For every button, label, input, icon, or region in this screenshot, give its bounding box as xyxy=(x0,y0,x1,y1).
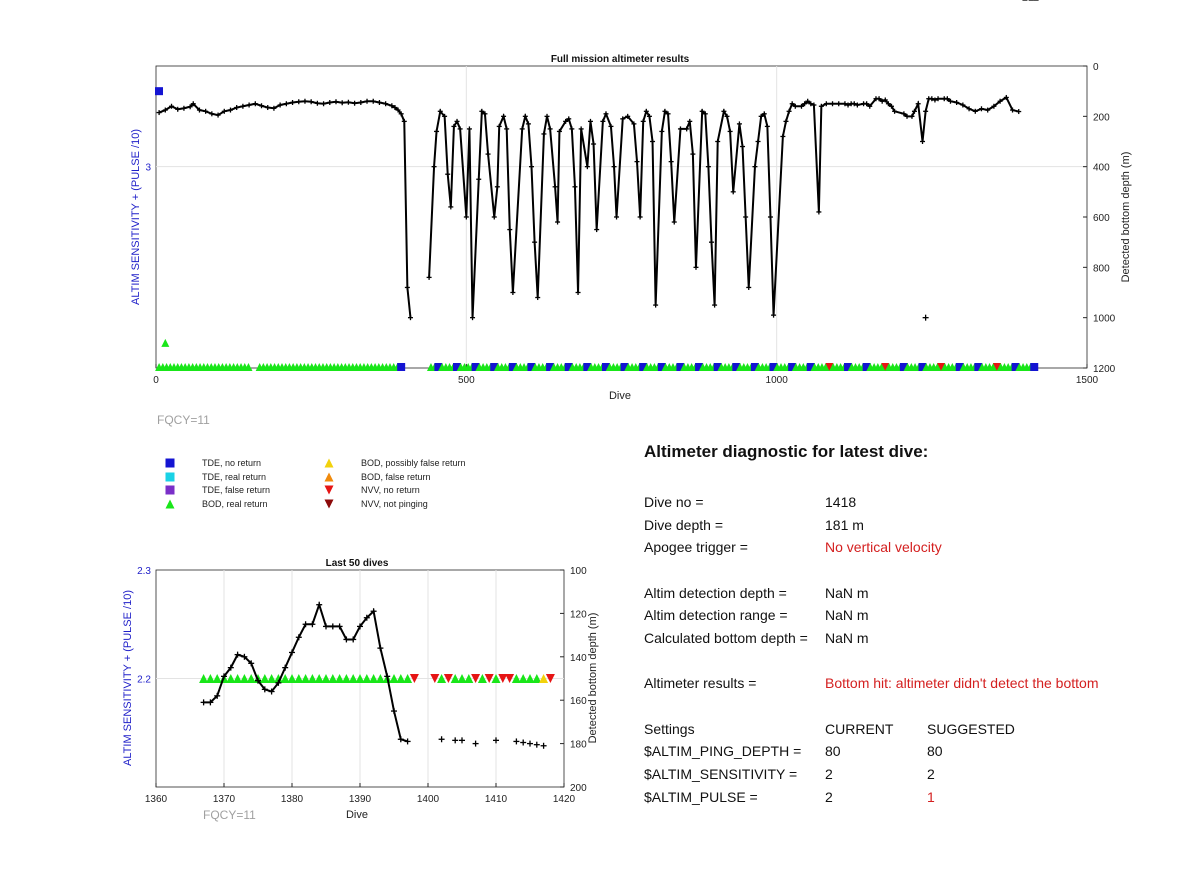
chart2-ytick-right-label: 120 xyxy=(570,609,587,621)
chart1-note: FQCY=11 xyxy=(157,413,210,427)
setting-current: 2 xyxy=(825,765,833,782)
legend-label: BOD, false return xyxy=(361,472,431,482)
setting-row-ping-depth xyxy=(644,740,1184,763)
chart1-ytick-left-label: 3 xyxy=(145,162,151,174)
altim-range-row xyxy=(644,604,1184,627)
legend-label: BOD, possibly false return xyxy=(361,458,466,468)
dive-depth-label: Dive depth = xyxy=(644,516,723,533)
chart2-xlabel: Dive xyxy=(345,809,369,821)
chart1-return-marker xyxy=(397,363,405,371)
chart2-xtick-label: 1380 xyxy=(280,794,304,805)
chart2-xtick-label: 1420 xyxy=(552,794,576,805)
chart2-note: FQCY=11 xyxy=(203,808,256,822)
chart1-ytick-right-label: 1000 xyxy=(1093,313,1116,325)
apogee-row xyxy=(644,536,1184,559)
chart2-xtick-label: 1390 xyxy=(348,794,372,805)
setting-name: $ALTIM_PULSE = xyxy=(644,788,758,805)
chart2-ytick-right-label: 100 xyxy=(570,566,587,577)
dive-no-value: 1418 xyxy=(825,494,857,510)
setting-name: $ALTIM_SENSITIVITY = xyxy=(644,765,798,782)
suggested-header: SUGGESTED xyxy=(927,720,1015,737)
chart1-ytick-right-label: 400 xyxy=(1093,162,1110,174)
results-row xyxy=(644,672,1184,695)
setting-row-pulse xyxy=(644,786,1184,809)
legend-label: NVV, no return xyxy=(361,485,420,495)
legend xyxy=(166,458,466,509)
legend-label: NVV, not pinging xyxy=(361,499,428,509)
legend-swatch xyxy=(166,500,175,509)
chart1-title: Full mission altimeter results xyxy=(550,54,690,65)
chart1-return-marker xyxy=(1030,363,1038,371)
apogee-value: No vertical velocity xyxy=(825,539,942,556)
legend-item xyxy=(166,499,268,509)
legend-label: TDE, false return xyxy=(202,485,271,495)
legend-swatch xyxy=(325,500,334,509)
chart1-ytick-right-label: 200 xyxy=(1093,112,1110,124)
altim-depth-value: NaN m xyxy=(825,584,869,601)
apogee-label: Apogee trigger = xyxy=(644,539,748,556)
chart1-ytick-right-label: 800 xyxy=(1093,263,1110,275)
altim-depth-row xyxy=(644,582,1184,605)
legend-item xyxy=(166,485,271,495)
chart2-ytick-right-label: 160 xyxy=(570,696,587,708)
settings-header: Settings xyxy=(644,720,695,737)
chart2-ytick-right-label: 180 xyxy=(570,739,587,751)
chart1-xtick-label: 500 xyxy=(457,375,475,386)
legend-item xyxy=(166,458,262,468)
chart2-ytick-right-label: 140 xyxy=(570,652,587,664)
dive-no-label: Dive no = xyxy=(644,494,704,510)
setting-suggested: 1 xyxy=(927,788,935,805)
chart1-ytick-right-label: 0 xyxy=(1093,62,1099,73)
calc-bottom-row xyxy=(644,627,1184,650)
legend-swatch xyxy=(325,486,334,495)
chart1-ytick-right-label: 1200 xyxy=(1093,364,1116,375)
chart1-plot-area xyxy=(156,66,1087,368)
chart1-xtick-label: 0 xyxy=(153,375,159,386)
chart2-ytick-left-label: 2.2 xyxy=(137,674,151,686)
legend-item xyxy=(325,499,428,509)
legend-label: BOD, real return xyxy=(202,499,268,509)
chart1-xtick-label: 1500 xyxy=(1075,375,1099,386)
chart1-ytick-right-label: 600 xyxy=(1093,213,1110,224)
dive-depth-value: 181 m xyxy=(825,516,864,533)
chart1-ylabel-left: ALTIM SENSITIVITY + (PULSE /10) xyxy=(130,129,142,305)
legend-swatch xyxy=(325,473,334,482)
results-label: Altimeter results = xyxy=(644,675,757,692)
chart1-xlabel: Dive xyxy=(608,390,632,402)
chart2-ylabel-left: ALTIM SENSITIVITY + (PULSE /10) xyxy=(122,590,134,766)
legend-item xyxy=(325,485,420,495)
settings-header-row xyxy=(644,718,1184,741)
setting-current: 80 xyxy=(825,743,841,760)
full-mission-chart xyxy=(130,0,1132,427)
chart1-ylabel-right: Detected bottom depth (m) xyxy=(1120,151,1132,283)
legend-item xyxy=(325,472,431,482)
chart2-ylabel-right: Detected bottom depth (m) xyxy=(587,612,599,744)
chart2-xtick-label: 1360 xyxy=(144,794,168,805)
last-50-dives-chart xyxy=(122,558,599,822)
chart2-ytick-left-label: 2.3 xyxy=(137,566,151,577)
setting-name: $ALTIM_PING_DEPTH = xyxy=(644,743,802,760)
calc-bottom-value: NaN m xyxy=(825,630,869,647)
chart1-sensitivity-marker xyxy=(155,87,163,95)
altim-range-value: NaN m xyxy=(825,607,869,624)
chart2-title: Last 50 dives xyxy=(325,558,389,569)
chart1-xtick-label: 1000 xyxy=(765,375,788,386)
calc-bottom-label: Calculated bottom depth = xyxy=(644,630,808,647)
legend-label: TDE, no return xyxy=(202,458,262,468)
dive-depth-row xyxy=(644,514,1184,537)
diagnostic-panel xyxy=(644,440,1184,808)
setting-row-sensitivity xyxy=(644,763,1184,786)
legend-label: TDE, real return xyxy=(202,472,267,482)
current-header: CURRENT xyxy=(825,720,894,737)
legend-swatch xyxy=(166,473,175,482)
results-value: Bottom hit: altimeter didn't detect the bottom xyxy=(825,675,1099,692)
altim-depth-label: Altim detection depth = xyxy=(644,584,787,601)
legend-item xyxy=(166,472,267,482)
altim-range-label: Altim detection range = xyxy=(644,607,788,624)
setting-suggested: 2 xyxy=(927,765,935,782)
legend-swatch xyxy=(166,459,175,468)
chart2-ytick-right-label: 200 xyxy=(570,783,587,794)
chart2-xtick-label: 1370 xyxy=(212,794,236,805)
diagnostic-title: Altimeter diagnostic for latest dive: xyxy=(644,442,929,461)
chart2-xtick-label: 1410 xyxy=(484,794,508,805)
dive-no-row xyxy=(644,491,1184,514)
chart2-xtick-label: 1400 xyxy=(416,794,440,805)
setting-suggested: 80 xyxy=(927,743,943,760)
legend-swatch xyxy=(325,459,334,468)
setting-current: 2 xyxy=(825,788,833,805)
legend-swatch xyxy=(166,486,175,495)
legend-item xyxy=(325,458,466,468)
